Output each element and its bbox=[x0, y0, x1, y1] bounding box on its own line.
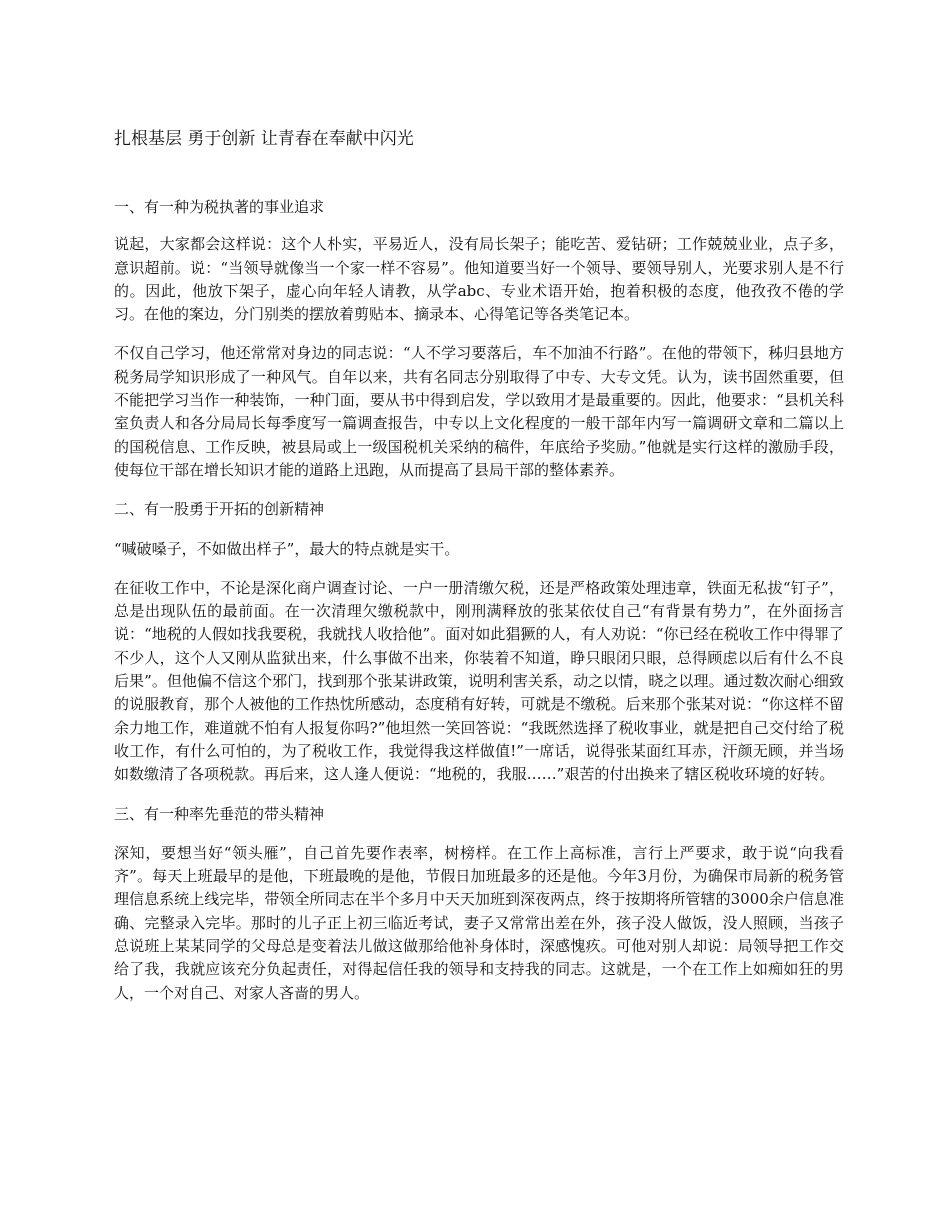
document-title: 扎根基层 勇于创新 让青春在奉献中闪光 bbox=[114, 129, 414, 149]
section-1-heading: 一、有一种为税执著的事业追求 bbox=[114, 198, 325, 216]
section-1-paragraph-1: 说起，大家都会这样说：这个人朴实，平易近人，没有局长架子；能吃苦、爱钻研；工作兢兢业业，点子多，意识超前。说：“当领导就像当一个家一样不容易”。他知道要当好一个领导、要领导别人，光要求别人是不行的。因此，他放下架子，虚心向年轻人请教，从学abc、专业术语开始，抱着积极的态度，他孜孜不倦的学习。在他的案边，分门别类的摆放着剪贴本、摘录本、心得笔记等各类笔记本。 bbox=[114, 235, 844, 324]
section-2-paragraph-2: 在征收工作中，不论是深化商户调查讨论、一户一册清缴欠税，还是严格政策处理违章，铁面无私拔“钉子”，总是出现队伍的最前面。在一次清理欠缴税款中，刚刑满释放的张某依仗自己“有背景有势力”，在外面扬言说：“地税的人假如找我要税，我就找人收拾他”。面对如此猖獗的人，有人劝说：“你已经在税收工作中得罪了不少人，这个人又刚从监狱出来，什么事做不出来，你装着不知道，睁只眼闭只眼，总得顾虑以后有什么不良后果”。但他偏不信这个邪门，找到那个张某讲政策，说明利害关系，动之以情，晓之以理。通过数次耐心细致的说服教育，那个人被他的工作热忱所感动，态度稍有好转，可就是不缴税。后来那个张某对说：“你这样不留余力地工作，难道就不怕有人报复你吗?”他坦然一笑回答说：“我既然选择了税收事业，就是把自己交付给了税收工作，有什么可怕的，为了税收工作，我觉得我这样做值!”一席话，说得张某面红耳赤，汗颜无顾，并当场如数缴清了各项税款。再后来，这人逢人便说：“地税的，我服……”艰苦的付出换来了辖区税收环境的好转。 bbox=[114, 578, 844, 784]
section-3-heading: 三、有一种率先垂范的带头精神 bbox=[114, 804, 325, 823]
document-body bbox=[114, 196, 844, 1005]
section-2-paragraph-1: “喊破嗓子，不如做出样子”，最大的特点就是实干。 bbox=[114, 539, 460, 558]
section-2-heading: 二、有一股勇于开拓的创新精神 bbox=[114, 500, 325, 519]
section-3-paragraph-1: 深知，要想当好“领头雁”，自己首先要作表率，树榜样。在工作上高标准，言行上严要求，敢于说“向我看齐”。每天上班最早的是他，下班最晚的是他，节假日加班最多的还是他。今年3月份，为确保市局新的税务管理信息系统上线完毕，带领全所同志在半个多月中天天加班到深夜两点，终于按期将所管辖的3000余户信息准确、完整录入完毕。那时的儿子正上初三临近考试，妻子又常常出差在外，孩子没人做饭，没人照顾，当孩子总说班上某某同学的父母总是变着法儿做这做那给他补身体时，深感愧疚。可他对别人却说：局领导把工作交给了我，我就应该充分负起责任，对得起信任我的领导和支持我的同志。这就是，一个在工作上如痴如狂的男人，一个对自己、对家人吝啬的男人。 bbox=[114, 843, 844, 1002]
section-1-paragraph-2: 不仅自己学习，他还常常对身边的同志说：“人不学习要落后，车不加油不行路”。在他的带领下，秭归县地方税务局学知识形成了一种风气。自年以来，共有名同志分别取得了中专、大专文凭。认为，读书固然重要，但不能把学习当作一种装饰，一种门面，要从书中得到启发，学以致用才是最重要的。因此，他要求：“县机关科室负责人和各分局局长每季度写一篇调查报告，中专以上文化程度的一般干部年内写一篇调研文章和二篇以上的国税信息、工作反映，被县局或上一级国税机关采纳的稿件，年底给予奖励。”他就是实行这样的激励手段，使每位干部在增长知识才能的道路上迅跑，从而提高了县局干部的整体素养。 bbox=[114, 344, 844, 479]
